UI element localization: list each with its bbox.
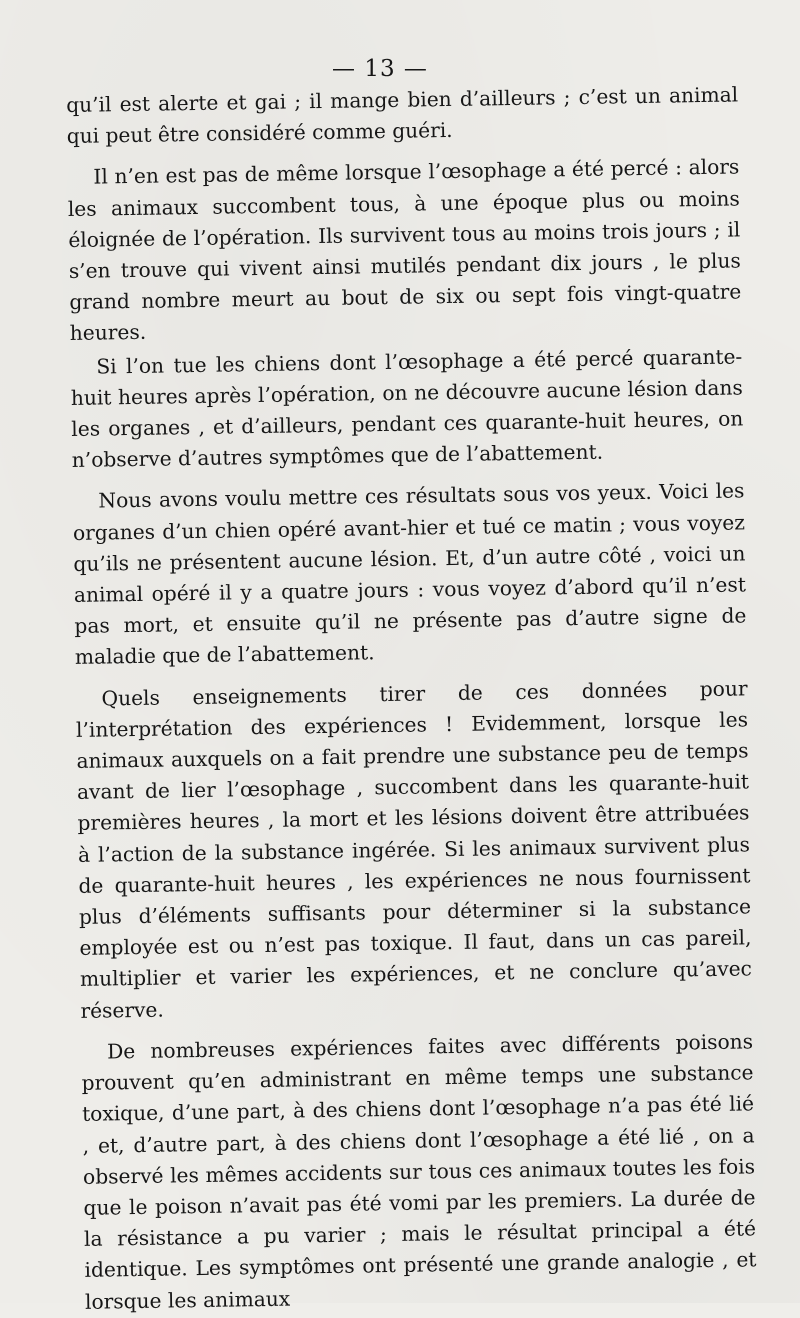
page-number: — 13 — bbox=[332, 56, 428, 82]
paragraph: Si l’on tue les chiens dont l’œsophage a été percé quarante-huit heures après l’opération, on ne découvre aucune lésion dans les organes , et d’ailleurs, pendant ces quarante-huit heures, on n’observe d’autres symptômes que de l’abattement. bbox=[70, 344, 744, 473]
body-text bbox=[66, 79, 757, 1317]
paragraph: De nombreuses expériences faites avec différents poisons prouvent qu’en administrant en même temps une substance toxique, d’une part, à des chiens dont l’œsophage n’a pas été lié , et, d’autre part, à des chiens dont l’œsophage a été lié , on a observé les mêmes accidents sur tous ces animaux toutes les fois que le poison n’avait pas été vomi par les premiers. La durée de la résistance a pu varier ; mais le résultat principal a été identique. Les symptômes ont présenté une grande analogie , et lorsque les animaux bbox=[81, 1029, 757, 1314]
paragraph: Il n’en est pas de même lorsque l’œsophage a été percé : alors les animaux succombent tous, à une époque plus ou moins éloignée de l’opération. Ils survivent tous au moins trois jours ; il s’en trouve qui vivent ainsi mutilés pendant dix jours , le plus grand nombre meurt au bout de six ou sept fois vingt-quatre heures. bbox=[67, 154, 742, 346]
paragraph: Nous avons voulu mettre ces résultats sous vos yeux. Voici les organes d’un chien opéré avant-hier et tué ce matin ; vous voyez qu’ils ne présentent aucune lésion. Et, d’un autre côté , voici un animal opéré il y a quatre jours : vous voyez d’abord qu’il n’est pas mort, et ensuite qu’il ne présente pas d’autre signe de maladie que de l’abattement. bbox=[72, 478, 747, 670]
paragraph: Quels enseignements tirer de ces données pour l’interprétation des expériences ! Evidemment, lorsque les animaux auxquels on a fait prendre une substance peu de temps avant de lier l’œsophage , succombent dans les quarante-huit premières heures , la mort et les lésions doivent être attribuées à l’action de la substance ingérée. Si les animaux survivent plus de quarante-huit heures , les expériences ne nous fournissent plus d’éléments suffisants pour déterminer si la substance employée est ou n’est pas toxique. Il faut, dans un cas pareil, multiplier et varier les expériences, et ne conclure qu’avec réserve. bbox=[75, 676, 753, 1023]
paragraph-continuation: qu’il est alerte et gai ; il mange bien d’ailleurs ; c’est un animal qui peut être considéré comme guéri. bbox=[66, 82, 739, 149]
